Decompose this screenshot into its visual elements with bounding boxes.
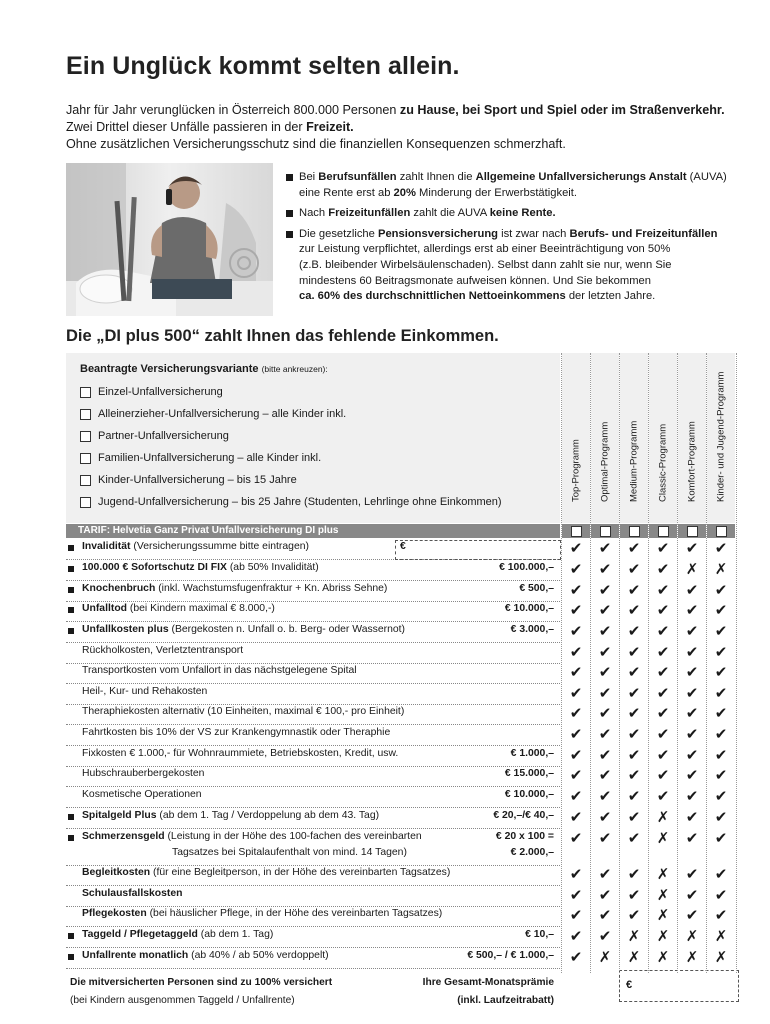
row-bullet bbox=[68, 545, 74, 551]
invalidity-currency: € bbox=[400, 541, 406, 552]
check-icon: ✔ bbox=[656, 664, 670, 681]
footer-note: Die mitversicherten Personen sind zu 100% versichert bbox=[70, 977, 333, 988]
program-header-top: Top-Programm bbox=[562, 353, 590, 523]
program-header-classic: Classic-Programm bbox=[649, 353, 677, 523]
premium-sublabel: (inkl. Laufzeitrabatt) bbox=[457, 995, 554, 1006]
row-label: Transportkosten vom Unfallort in das nächstgelegene Spital bbox=[82, 665, 357, 676]
row-value: € 500,– / € 1.000,– bbox=[467, 950, 554, 961]
column-divider bbox=[590, 353, 591, 973]
check-icon: ✔ bbox=[685, 767, 699, 784]
check-icon: ✔ bbox=[685, 809, 699, 826]
check-icon: ✔ bbox=[598, 866, 612, 883]
row-label: Unfallrente monatlich (ab 40% / ab 50% verdoppelt) bbox=[82, 950, 329, 961]
option-einzel[interactable]: Einzel-Unfallversicherung bbox=[80, 386, 223, 398]
table-row bbox=[66, 888, 560, 908]
table-row bbox=[66, 950, 560, 970]
check-icon: ✔ bbox=[685, 747, 699, 764]
check-icon: ✔ bbox=[656, 540, 670, 557]
table-row bbox=[66, 929, 560, 949]
check-icon: ✔ bbox=[714, 540, 728, 557]
cross-icon: ✗ bbox=[656, 949, 670, 966]
check-icon: ✔ bbox=[627, 747, 641, 764]
row-label: Taggeld / Pflegetaggeld (ab dem 1. Tag) bbox=[82, 929, 274, 940]
check-icon: ✔ bbox=[569, 747, 583, 764]
check-icon: ✔ bbox=[685, 907, 699, 924]
check-icon: ✔ bbox=[714, 830, 728, 847]
check-icon: ✔ bbox=[569, 907, 583, 924]
check-icon: ✔ bbox=[685, 726, 699, 743]
check-icon: ✔ bbox=[685, 540, 699, 557]
row-value: € 20 x 100 = bbox=[495, 831, 554, 842]
table-row bbox=[66, 583, 560, 603]
option-alleinerzieher[interactable]: Alleinerzieher-Unfallversicherung – alle Kinder inkl. bbox=[80, 408, 346, 420]
check-icon: ✔ bbox=[627, 726, 641, 743]
cross-icon: ✗ bbox=[685, 561, 699, 578]
cross-icon: ✗ bbox=[656, 887, 670, 904]
table-row bbox=[66, 768, 560, 788]
check-icon: ✔ bbox=[569, 726, 583, 743]
check-icon: ✔ bbox=[569, 664, 583, 681]
program-checkbox-komfort[interactable] bbox=[678, 524, 706, 538]
cross-icon: ✗ bbox=[598, 949, 612, 966]
check-icon: ✔ bbox=[627, 887, 641, 904]
check-icon: ✔ bbox=[627, 866, 641, 883]
check-icon: ✔ bbox=[598, 705, 612, 722]
cross-icon: ✗ bbox=[685, 928, 699, 945]
row-bullet bbox=[68, 954, 74, 960]
column-divider bbox=[561, 353, 562, 973]
check-icon: ✔ bbox=[627, 582, 641, 599]
check-icon: ✔ bbox=[656, 623, 670, 640]
table-row bbox=[66, 562, 560, 582]
row-label: Heil-, Kur- und Rehakosten bbox=[82, 686, 208, 697]
row-value: € 1.000,– bbox=[510, 748, 554, 759]
invalidity-sum-input[interactable] bbox=[395, 540, 561, 560]
check-icon: ✔ bbox=[656, 685, 670, 702]
variant-selection bbox=[66, 353, 560, 523]
row-value: € 10,– bbox=[525, 929, 554, 940]
row-label: Invalidität (Versicherungssumme bitte eintragen) bbox=[82, 541, 309, 552]
check-icon: ✔ bbox=[656, 602, 670, 619]
check-icon: ✔ bbox=[714, 726, 728, 743]
check-icon: ✔ bbox=[598, 644, 612, 661]
program-checkbox-medium[interactable] bbox=[620, 524, 648, 538]
check-icon: ✔ bbox=[714, 602, 728, 619]
check-icon: ✔ bbox=[598, 664, 612, 681]
check-icon: ✔ bbox=[714, 866, 728, 883]
row-value: € 20,–/€ 40,– bbox=[493, 810, 554, 821]
check-icon: ✔ bbox=[598, 623, 612, 640]
check-icon: ✔ bbox=[656, 582, 670, 599]
check-icon: ✔ bbox=[685, 705, 699, 722]
check-icon: ✔ bbox=[656, 747, 670, 764]
check-icon: ✔ bbox=[685, 664, 699, 681]
check-icon: ✔ bbox=[598, 907, 612, 924]
row-label: 100.000 € Sofortschutz DI FIX (ab 50% Invalidität) bbox=[82, 562, 319, 573]
cross-icon: ✗ bbox=[714, 949, 728, 966]
check-icon: ✔ bbox=[627, 540, 641, 557]
checkbox[interactable] bbox=[80, 497, 91, 508]
row-label: Kosmetische Operationen bbox=[82, 789, 202, 800]
cross-icon: ✗ bbox=[627, 949, 641, 966]
check-icon: ✔ bbox=[714, 644, 728, 661]
check-icon: ✔ bbox=[627, 907, 641, 924]
row-label: Hubschrauberbergekosten bbox=[82, 768, 205, 779]
check-icon: ✔ bbox=[598, 540, 612, 557]
row-bullet bbox=[68, 933, 74, 939]
selection-title: Beantragte Versicherungsvariante (bitte ankreuzen): bbox=[80, 363, 328, 375]
row-label: Unfallkosten plus (Bergekosten n. Unfall o. b. Berg- oder Wassernot) bbox=[82, 624, 406, 635]
cross-icon: ✗ bbox=[656, 866, 670, 883]
check-icon: ✔ bbox=[598, 726, 612, 743]
check-icon: ✔ bbox=[598, 887, 612, 904]
check-icon: ✔ bbox=[685, 685, 699, 702]
check-icon: ✔ bbox=[656, 561, 670, 578]
premium-label: Ihre Gesamt-Monatsprämie bbox=[422, 977, 554, 988]
row-bullet bbox=[68, 587, 74, 593]
column-divider bbox=[619, 353, 620, 973]
headline: Ein Unglück kommt selten allein. bbox=[66, 52, 460, 80]
column-divider bbox=[736, 353, 737, 973]
program-checkbox-classic[interactable] bbox=[649, 524, 677, 538]
table-row bbox=[66, 908, 560, 928]
row-bullet bbox=[68, 566, 74, 572]
premium-currency: € bbox=[626, 979, 633, 991]
footer-note-sub: (bei Kindern ausgenommen Taggeld / Unfallrente) bbox=[70, 995, 295, 1006]
check-icon: ✔ bbox=[569, 540, 583, 557]
check-icon: ✔ bbox=[569, 830, 583, 847]
check-icon: ✔ bbox=[714, 907, 728, 924]
table-row bbox=[66, 727, 560, 747]
check-icon: ✔ bbox=[569, 949, 583, 966]
check-icon: ✔ bbox=[598, 928, 612, 945]
bullet-item: Nach Freizeitunfällen zahlt die AUVA keine Rente. bbox=[286, 206, 756, 222]
program-checkbox-optimal[interactable] bbox=[591, 524, 619, 538]
column-divider bbox=[677, 353, 678, 973]
check-icon: ✔ bbox=[685, 830, 699, 847]
check-icon: ✔ bbox=[598, 788, 612, 805]
check-icon: ✔ bbox=[714, 887, 728, 904]
table-row bbox=[66, 831, 560, 867]
row-label: Begleitkosten (für eine Begleitperson, in der Höhe des vereinbarten Tagsatzes) bbox=[82, 867, 451, 878]
checkbox[interactable] bbox=[80, 409, 91, 420]
row-bullet bbox=[68, 814, 74, 820]
check-icon: ✔ bbox=[627, 767, 641, 784]
table-row bbox=[66, 789, 560, 809]
row-label-line2: Tagsatzes bei Spitalaufenthalt von mind. 14 Tagen) bbox=[172, 847, 407, 858]
table-row bbox=[66, 748, 560, 768]
cross-icon: ✗ bbox=[656, 809, 670, 826]
table-row bbox=[66, 665, 560, 685]
check-icon: ✔ bbox=[598, 747, 612, 764]
check-icon: ✔ bbox=[714, 582, 728, 599]
option-familien[interactable]: Familien-Unfallversicherung – alle Kinder inkl. bbox=[80, 452, 321, 464]
row-label: Rückholkosten, Verletztentransport bbox=[82, 645, 244, 656]
program-checkbox-top[interactable] bbox=[562, 524, 590, 538]
option-kinder[interactable]: Kinder-Unfallversicherung – bis 15 Jahre bbox=[80, 474, 297, 486]
check-icon: ✔ bbox=[627, 788, 641, 805]
check-icon: ✔ bbox=[569, 788, 583, 805]
row-bullet bbox=[68, 628, 74, 634]
check-icon: ✔ bbox=[627, 705, 641, 722]
row-value: € 100.000,– bbox=[499, 562, 554, 573]
row-label: Fixkosten € 1.000,- für Wohnraummiete, Betriebskosten, Kredit, usw. bbox=[82, 748, 399, 759]
check-icon: ✔ bbox=[569, 767, 583, 784]
row-label: Pflegekosten (bei häuslicher Pflege, in der Höhe des vereinbarten Tagsatzes) bbox=[82, 908, 443, 919]
cross-icon: ✗ bbox=[656, 928, 670, 945]
check-icon: ✔ bbox=[714, 623, 728, 640]
program-header-optimal: Optimal-Programm bbox=[591, 353, 619, 523]
check-icon: ✔ bbox=[714, 747, 728, 764]
check-icon: ✔ bbox=[569, 561, 583, 578]
bullet-item: Die gesetzliche Pensionsversicherung ist zwar nach Berufs- und Freizeitunfällen zur Leistung verpflichtet, allerdings erst ab einer Beeinträchtigung von 50% (z.B. bleibender Wirbelsäulenschaden). Selbst dann zahlt sie nur, wenn Sie mindestens 60 Beitragsmonate aufweisen können. Und Sie bekommen ca. 60% des durchschnittlichen Nettoeinkommens der letzten Jahre. bbox=[286, 227, 756, 305]
cross-icon: ✗ bbox=[627, 928, 641, 945]
intro-text: Jahr für Jahr verunglücken in Österreich 800.000 Personen zu Hause, bei Sport und Spiel oder im Straßenverkehr. Zwei Drittel dieser Unfälle passieren in der Freizeit. Ohne zusätzlichen Versicherungsschutz sind die finanziellen Konsequenzen schmerzhaft. bbox=[66, 103, 725, 151]
program-header-kinder-jugend: Kinder- und Jugend-Programm bbox=[707, 353, 735, 523]
check-icon: ✔ bbox=[714, 809, 728, 826]
row-label: Fahrtkosten bis 10% der VS zur Krankengymnastik oder Theraphie bbox=[82, 727, 391, 738]
row-label: Knochenbruch (inkl. Wachstumsfugenfraktur + Kn. Abriss Sehne) bbox=[82, 583, 388, 594]
man-with-leg-cast-photo bbox=[66, 163, 273, 316]
check-icon: ✔ bbox=[627, 685, 641, 702]
cross-icon: ✗ bbox=[714, 561, 728, 578]
row-label: Unfalltod (bei Kindern maximal € 8.000,-) bbox=[82, 603, 275, 614]
cross-icon: ✗ bbox=[656, 830, 670, 847]
check-icon: ✔ bbox=[627, 809, 641, 826]
column-divider bbox=[648, 353, 649, 973]
check-icon: ✔ bbox=[685, 788, 699, 805]
row-label: Spitalgeld Plus (ab dem 1. Tag / Verdoppelung ab dem 43. Tag) bbox=[82, 810, 380, 821]
check-icon: ✔ bbox=[627, 830, 641, 847]
row-value: € 10.000,– bbox=[504, 789, 554, 800]
table-row bbox=[66, 603, 560, 623]
check-icon: ✔ bbox=[598, 767, 612, 784]
table-row bbox=[66, 645, 560, 665]
checkbox[interactable] bbox=[80, 453, 91, 464]
table-row bbox=[66, 867, 560, 887]
program-checkbox-kinder-jugend[interactable] bbox=[707, 524, 735, 538]
check-icon: ✔ bbox=[569, 928, 583, 945]
table-row bbox=[66, 686, 560, 706]
check-icon: ✔ bbox=[569, 866, 583, 883]
check-icon: ✔ bbox=[685, 623, 699, 640]
check-icon: ✔ bbox=[714, 767, 728, 784]
checkbox[interactable] bbox=[80, 431, 91, 442]
row-value: € 3.000,– bbox=[510, 624, 554, 635]
check-icon: ✔ bbox=[598, 830, 612, 847]
option-jugend[interactable]: Jugend-Unfallversicherung – bis 25 Jahre (Studenten, Lehrlinge ohne Einkommen) bbox=[80, 496, 502, 508]
table-row bbox=[66, 624, 560, 644]
check-icon: ✔ bbox=[656, 726, 670, 743]
check-icon: ✔ bbox=[656, 705, 670, 722]
check-icon: ✔ bbox=[627, 664, 641, 681]
option-partner[interactable]: Partner-Unfallversicherung bbox=[80, 430, 229, 442]
check-icon: ✔ bbox=[627, 602, 641, 619]
check-icon: ✔ bbox=[714, 705, 728, 722]
check-icon: ✔ bbox=[685, 602, 699, 619]
check-icon: ✔ bbox=[598, 809, 612, 826]
check-icon: ✔ bbox=[685, 644, 699, 661]
table-row bbox=[66, 810, 560, 830]
tarif-header: TARIF: Helvetia Ganz Privat Unfallversicherung DI plus bbox=[66, 524, 560, 538]
row-bullet bbox=[68, 607, 74, 613]
table-row bbox=[66, 706, 560, 726]
check-icon: ✔ bbox=[627, 623, 641, 640]
row-value: € 15.000,– bbox=[504, 768, 554, 779]
check-icon: ✔ bbox=[569, 809, 583, 826]
bullet-item: Bei Berufsunfällen zahlt Ihnen die Allgemeine Unfallversicherungs Anstalt (AUVA) eine Rente erst ab 20% Minderung der Erwerbstätigkeit. bbox=[286, 170, 756, 201]
check-icon: ✔ bbox=[714, 685, 728, 702]
check-icon: ✔ bbox=[569, 644, 583, 661]
premium-input[interactable] bbox=[619, 970, 739, 1002]
row-value: € 10.000,– bbox=[504, 603, 554, 614]
check-icon: ✔ bbox=[598, 561, 612, 578]
subheadline: Die „DI plus 500“ zahlt Ihnen das fehlende Einkommen. bbox=[66, 327, 499, 345]
row-label: Schmerzensgeld (Leistung in der Höhe des 100-fachen des vereinbarten bbox=[82, 831, 422, 842]
row-label: Schulausfallskosten bbox=[82, 888, 183, 899]
cross-icon: ✗ bbox=[685, 949, 699, 966]
check-icon: ✔ bbox=[656, 644, 670, 661]
cross-icon: ✗ bbox=[714, 928, 728, 945]
check-icon: ✔ bbox=[685, 887, 699, 904]
check-icon: ✔ bbox=[569, 602, 583, 619]
cross-icon: ✗ bbox=[656, 907, 670, 924]
check-icon: ✔ bbox=[598, 685, 612, 702]
bullet-list bbox=[286, 170, 756, 310]
checkbox[interactable] bbox=[80, 387, 91, 398]
check-icon: ✔ bbox=[627, 644, 641, 661]
check-icon: ✔ bbox=[569, 705, 583, 722]
check-icon: ✔ bbox=[685, 866, 699, 883]
check-icon: ✔ bbox=[714, 664, 728, 681]
row-bullet bbox=[68, 835, 74, 841]
checkbox[interactable] bbox=[80, 475, 91, 486]
program-header-komfort: Komfort-Programm bbox=[678, 353, 706, 523]
column-divider bbox=[706, 353, 707, 973]
check-icon: ✔ bbox=[569, 582, 583, 599]
check-icon: ✔ bbox=[569, 623, 583, 640]
program-header-medium: Medium-Programm bbox=[620, 353, 648, 523]
row-value: € 500,– bbox=[519, 583, 554, 594]
row-value-line2: € 2.000,– bbox=[510, 847, 554, 858]
check-icon: ✔ bbox=[656, 788, 670, 805]
check-icon: ✔ bbox=[569, 685, 583, 702]
check-icon: ✔ bbox=[598, 602, 612, 619]
check-icon: ✔ bbox=[627, 561, 641, 578]
check-icon: ✔ bbox=[569, 887, 583, 904]
check-icon: ✔ bbox=[714, 788, 728, 805]
check-icon: ✔ bbox=[598, 582, 612, 599]
row-label: Theraphiekosten alternativ (10 Einheiten, maximal € 100,- pro Einheit) bbox=[82, 706, 405, 717]
check-icon: ✔ bbox=[656, 767, 670, 784]
check-icon: ✔ bbox=[685, 582, 699, 599]
